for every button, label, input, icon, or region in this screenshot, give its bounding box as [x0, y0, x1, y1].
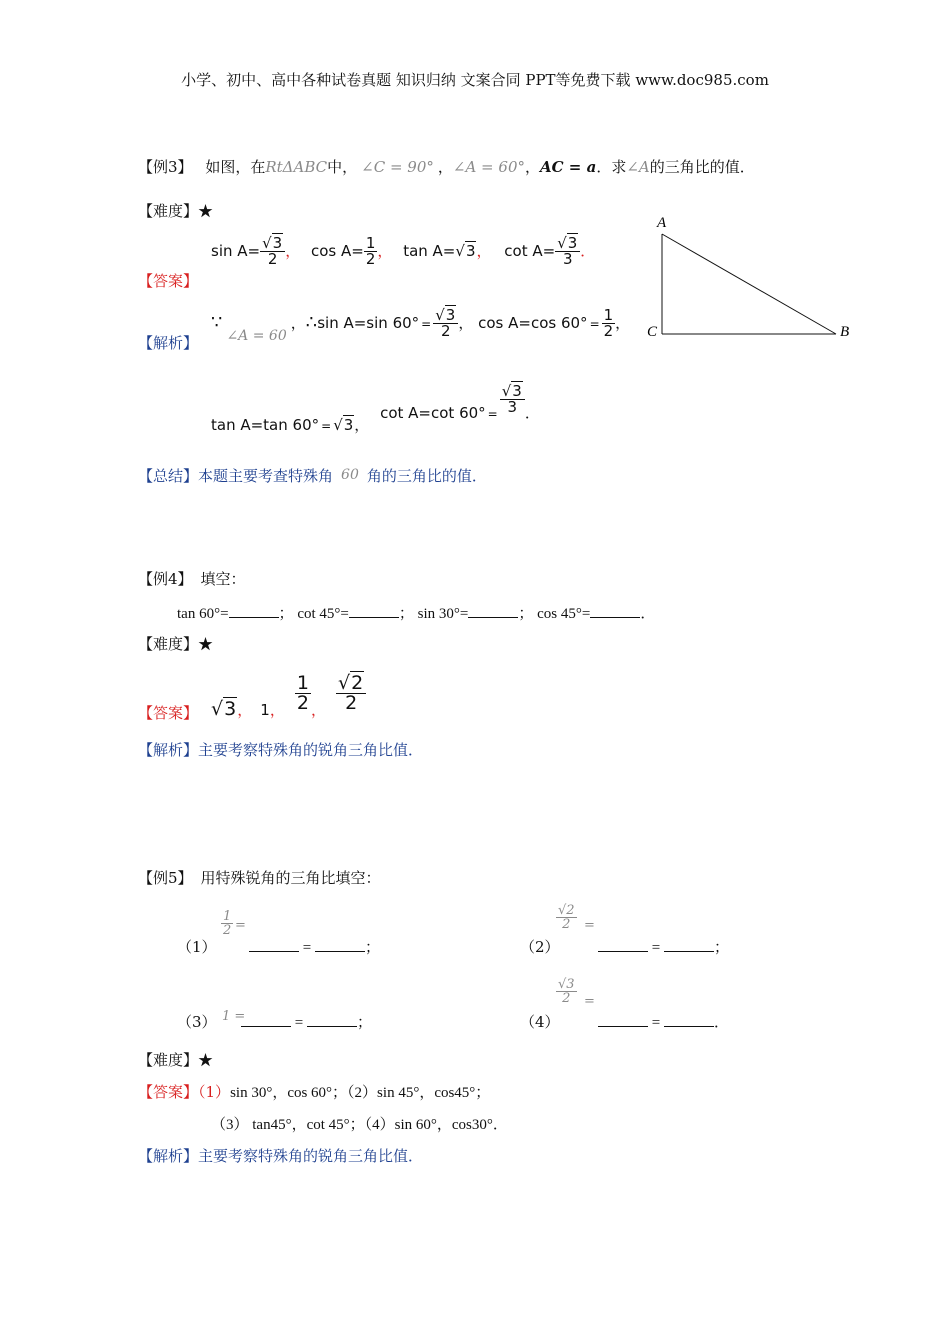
ex3-q-angle-a: ∠A = 60° [452, 158, 525, 176]
ana-cos-label: cos A=cos 60° [478, 314, 588, 332]
ex5-item-no: （1） [177, 938, 217, 956]
ex3-analysis-math [211, 306, 631, 344]
ex5-tag: 【例5】 [138, 869, 193, 887]
ex5-item-val: 1 = [222, 1009, 246, 1024]
ana-eq: = [421, 317, 432, 331]
ans-comma: ， [285, 242, 301, 260]
ans-tan-rad: 3 [465, 242, 476, 260]
triangle-figure [638, 208, 868, 348]
ex3-answer-math: sin A= $\frac{√3}{2}$ ， cos A= $\frac{1}{2}$ ， tan A=√3， cot A= $\frac{√3}{3}$ ． [211, 234, 596, 268]
ex3-q-text-d: ， [437, 158, 453, 176]
ex5-blank[interactable] [249, 937, 299, 952]
ana-eq: = [589, 317, 600, 331]
ex4-ans-4: $\frac{√2}{2}$ [336, 674, 366, 713]
ex3-summary-c: 角的三角比的值． [366, 467, 487, 485]
ex3-difficulty-tag: 【难度】 [138, 202, 199, 220]
ex5-item-no: （4） [520, 1013, 560, 1031]
ex5-answer [138, 1081, 490, 1102]
ex4-analysis-tag: 【解析】 [138, 741, 199, 759]
ex4-tag: 【例4】 [138, 570, 193, 588]
ans-cos-frac: $\frac{1}{2}$ [365, 234, 376, 268]
ex5-analysis-tag: 【解析】 [138, 1147, 199, 1165]
ex3-q-ac: AC = a [540, 158, 597, 176]
ana-cot-label: cot A=cot 60° [380, 404, 486, 422]
ex3-answer-tag: 【答案】 [138, 272, 199, 290]
ex4-analysis-text: 主要考察特殊角的锐角三角比值． [198, 741, 424, 759]
ex5-item-eq: = [584, 918, 595, 933]
ex5-item-frac: $\frac{√2}{2}$ [558, 903, 575, 932]
ex4-sep: ； [398, 606, 414, 622]
ex5-blank[interactable] [598, 937, 648, 952]
ex5-q-text: 用特殊锐角的三角比填空： [200, 869, 381, 887]
ex4-sep: ； [278, 606, 294, 622]
ex5-analysis [138, 1145, 423, 1166]
ans-end: ． [580, 242, 596, 260]
ex4-ans-3: $\frac{1}{2}$ [296, 672, 309, 714]
ex3-analysis-tag: 【解析】 [138, 334, 199, 352]
ans-cos-label: cos A= [311, 242, 364, 260]
ex4-sep: ． [640, 606, 656, 622]
ana-sin-frac: $\frac{√3}{2}$ [433, 308, 458, 339]
ex3-summary [138, 465, 487, 486]
ans-tan-label: tan A= [403, 242, 456, 260]
ex4-blank[interactable] [590, 603, 640, 618]
ex4-ans-2: 1 [260, 701, 270, 719]
ex3-q-text-j: 的三角比的值． [649, 158, 755, 176]
page-header: 小学、初中、高中各种试卷真题 知识归纳 文案合同 PPT等免费下载 www.doc985.com [181, 71, 769, 89]
ex4-answer [138, 668, 398, 724]
ex4-fill-label: cot 45°= [297, 606, 349, 622]
ana-eq: = [487, 407, 498, 421]
vertex-label-c: C [647, 324, 658, 340]
ana-comma: ， [290, 314, 306, 332]
ex5-blank[interactable] [315, 937, 365, 952]
ex5-item-frac: $\frac{1}{2}$ [223, 909, 232, 938]
ex4-fill-label: cos 45°= [537, 606, 591, 622]
ex3-difficulty-stars: ★ [198, 202, 214, 220]
ex4-difficulty [138, 633, 213, 654]
ex4-q-text: 填空： [200, 570, 246, 588]
ana-angle: ∠A = 60 [226, 328, 287, 344]
ex5-blank[interactable] [664, 1012, 714, 1027]
ex5-item-blanks: = ； [241, 1011, 372, 1032]
ana-comma: ， [354, 416, 370, 434]
ex3-q-text-f: ， [524, 158, 540, 176]
ex4-answer-math: $√3_,$ $_{1,}$ $\frac{1}{2}$ $_,$ $\frac{√2}{2}$ [211, 674, 366, 713]
ex5-item-1 [177, 906, 437, 958]
ex4-fill-label: sin 30°= [417, 606, 469, 622]
ex5-item-blanks: = ； [598, 936, 729, 957]
ex5-blank[interactable] [307, 1012, 357, 1027]
vertex-label-a: A [657, 215, 667, 231]
ex3-q-text-a: 如图，在 [205, 158, 266, 176]
ana-tan-rad: 3 [343, 416, 354, 434]
ex4-fill-line [177, 602, 655, 623]
ex5-item-blanks: = ． [598, 1011, 729, 1032]
ex4-answer-tag: 【答案】 [138, 704, 199, 722]
ex5-analysis-text: 主要考察特殊角的锐角三角比值． [198, 1147, 424, 1165]
ex3-analysis-line2: tan A=tan 60° $_=$ √3， cot A=cot 60° $_=$ $\frac{√3}{3}$ ． [211, 382, 540, 434]
ex4-difficulty-tag: 【难度】 [138, 635, 199, 653]
ex3-difficulty [138, 200, 213, 221]
ex4-analysis [138, 739, 423, 760]
ex4-sep: ； [518, 606, 534, 622]
ex5-item-no: （2） [520, 938, 560, 956]
ex5-item-eq: = [584, 994, 595, 1009]
ana-tan-label: tan A=tan 60° [211, 416, 320, 434]
ex3-q-text-h: ．求 [596, 158, 627, 176]
ex3-q-angle: ∠A [626, 158, 650, 176]
ex4-blank[interactable] [229, 603, 279, 618]
ana-comma: ， [615, 314, 631, 332]
ex4-difficulty-stars: ★ [198, 635, 214, 653]
ans-comma: ， [476, 242, 492, 260]
ex3-q-text-b: 中， [327, 158, 358, 176]
ex5-answer-line1: sin 30°，cos 60°；（2）sin 45°，cos45°； [230, 1085, 491, 1101]
ex3-tag: 【例3】 [138, 158, 193, 176]
ex5-question [138, 867, 381, 888]
ex4-fill-label: tan 60°= [177, 606, 229, 622]
ex5-blank[interactable] [241, 1012, 291, 1027]
ex5-item-frac: $\frac{√3}{2}$ [558, 977, 575, 1006]
ana-end: ． [524, 404, 540, 422]
ex5-blank[interactable] [664, 937, 714, 952]
ana-sin-label: sin A=sin 60° [317, 314, 420, 332]
ans-cot-label: cot A= [504, 242, 556, 260]
ex5-answer-tag: 【答案】 [138, 1083, 199, 1101]
ex5-answer-line2: （3） tan45°，cot 45°；（4）sin 60°，cos30°． [211, 1117, 508, 1133]
ex5-item-blanks: = ； [249, 936, 380, 957]
ana-cos-frac: $\frac{1}{2}$ [603, 306, 614, 340]
ex4-blank[interactable] [468, 603, 518, 618]
ex5-answer-no: （1） [198, 1083, 231, 1101]
ex3-summary-a: 本题主要考查特殊角 [198, 467, 334, 485]
ana-eq: = [321, 419, 332, 433]
ana-cot-frac: $\frac{√3}{3}$ [500, 384, 525, 415]
ex5-item-eq: = [235, 918, 246, 933]
ans-sin-frac: $\frac{√3}{2}$ [260, 236, 285, 267]
ex5-difficulty [138, 1049, 213, 1070]
ex5-item-4 [520, 978, 780, 1034]
ex4-ans-comma: ， [237, 701, 253, 719]
ex5-difficulty-stars: ★ [198, 1051, 214, 1069]
ex3-q-rt: RtΔABC [265, 158, 328, 176]
vertex-label-b: B [840, 324, 850, 340]
ex5-difficulty-tag: 【难度】 [138, 1051, 199, 1069]
ex4-question [138, 568, 246, 589]
ans-sin-label: sin A= [211, 242, 261, 260]
ex5-item-3 [177, 1006, 437, 1034]
ex3-summary-tag: 【总结】 [138, 467, 199, 485]
ex5-item-no: （3） [177, 1013, 217, 1031]
ex4-blank[interactable] [349, 603, 399, 618]
because-symbol: ∵ [211, 312, 223, 333]
ans-cot-frac: $\frac{√3}{3}$ [555, 236, 580, 267]
therefore-symbol: ∴ [305, 312, 318, 333]
triangle-side-ab [662, 234, 836, 334]
ex4-ans-1: 3 [224, 698, 237, 720]
ex5-blank[interactable] [598, 1012, 648, 1027]
ex3-q-angle-c: ∠C = 90° [361, 158, 434, 176]
ex4-ans-comma: ， [269, 701, 285, 719]
ex5-item-2 [520, 904, 780, 958]
ana-comma: ， [458, 314, 474, 332]
ex3-question [138, 156, 755, 177]
ans-comma: ， [377, 242, 393, 260]
ex4-ans-comma: ， [310, 701, 326, 719]
ex3-summary-angle: 60 [341, 467, 359, 483]
